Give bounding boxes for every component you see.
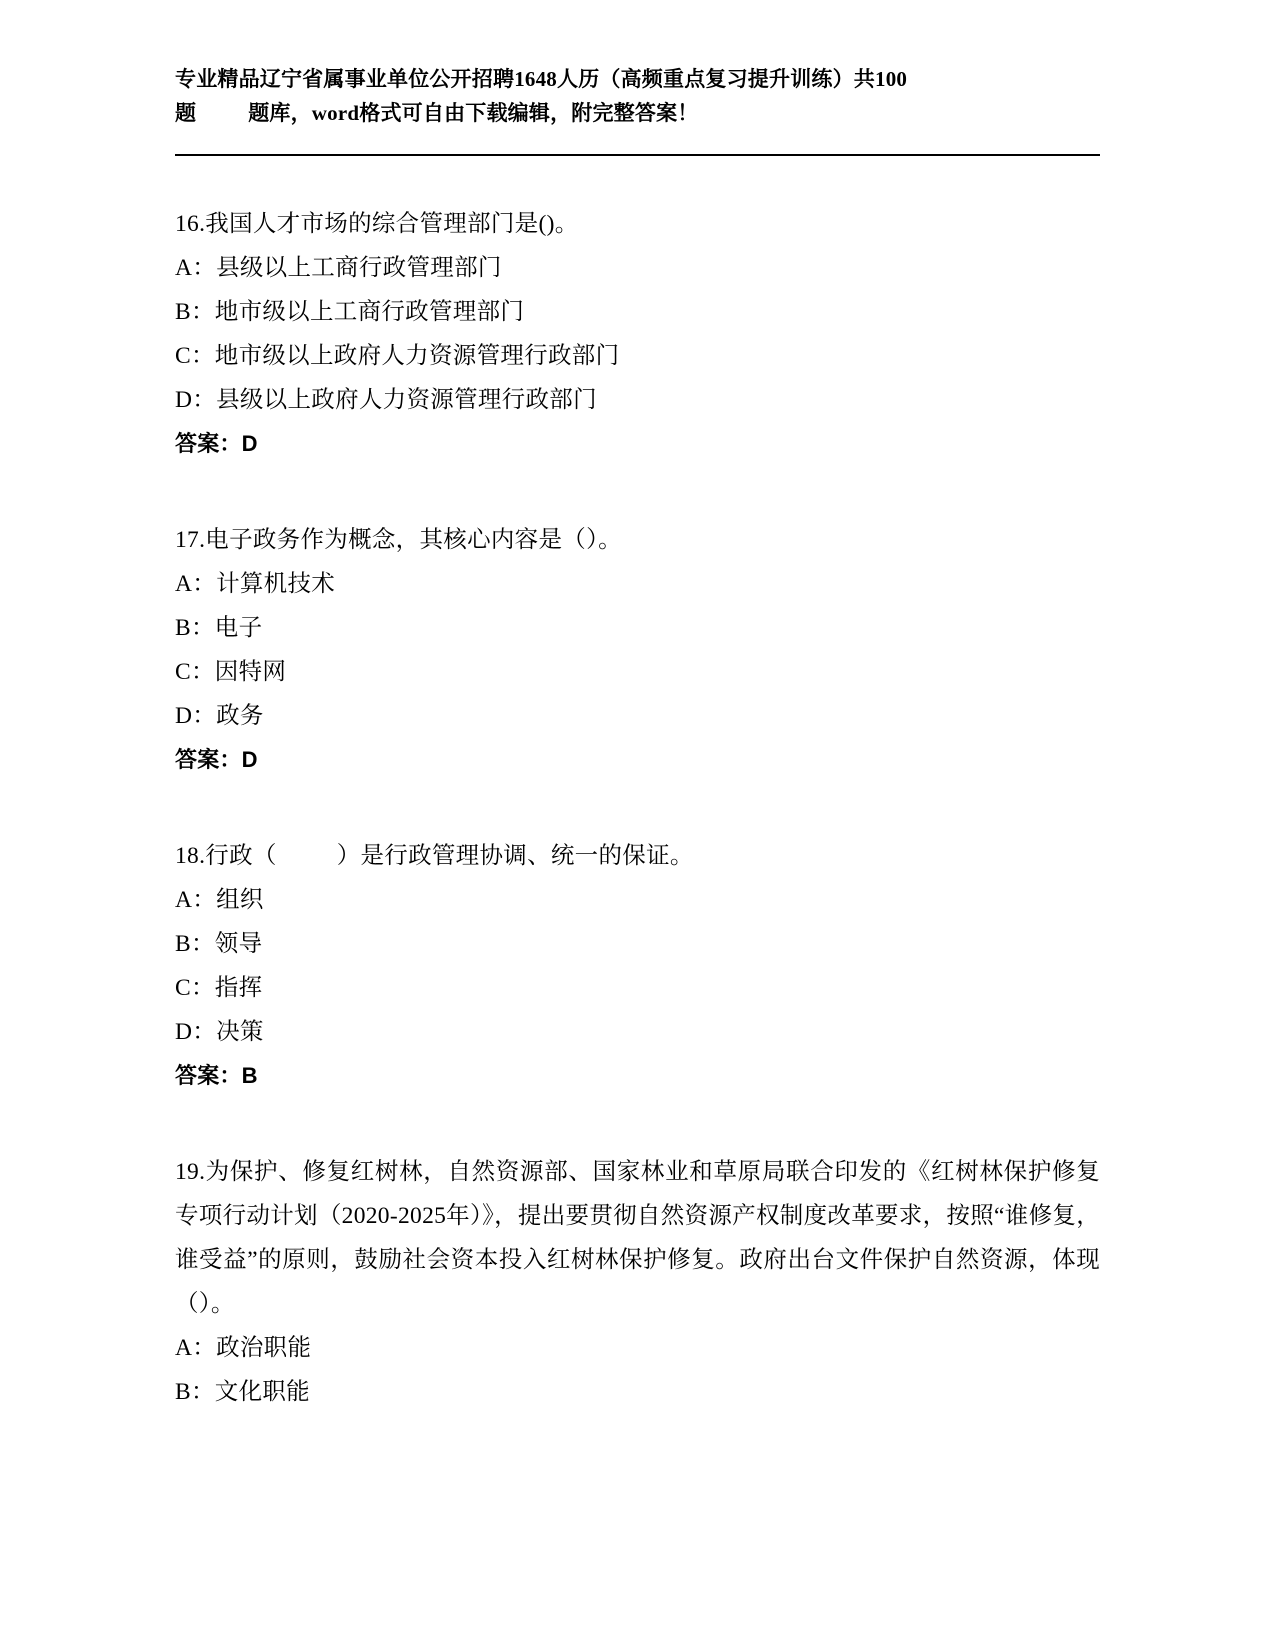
question-option: A：县级以上工商行政管理部门 [175,255,502,281]
document-content [175,62,1100,1466]
question-item [175,834,1100,1098]
question-text: 为保护、修复红树林，自然资源部、国家林业和草原局联合印发的《红树林保护修复专项行动计划（2020-2025年）》，提出要贯彻自然资源产权制度改革要求，按照“谁修复，谁受益”的原则，鼓励社会资本投入红树林保护修复。政府出台文件保护自然资源，体现（）。 [175,1159,1100,1317]
question-stem [175,518,1100,562]
header-line-1: 专业精品辽宁省属事业单位公开招聘1648人历（高频重点复习提升训练）共100 [175,67,908,91]
question-number: 18. [175,843,206,869]
question-option: C：指挥 [175,975,263,1001]
question-option: B：电子 [175,615,263,641]
answer-value: D [241,747,258,772]
question-answer [175,1054,1100,1098]
answer-label: 答案： [175,431,242,456]
question-stem [175,1150,1100,1326]
question-option: B：领导 [175,931,263,957]
question-number: 19. [175,1159,206,1185]
question-option: C：地市级以上政府人力资源管理行政部门 [175,343,620,369]
question-option: D：县级以上政府人力资源管理行政部门 [175,387,597,413]
question-text: 我国人才市场的综合管理部门是()。 [205,211,579,237]
header-line-2-part2: 题库，word格式可自由下载编辑，附完整答案！ [248,101,699,125]
question-text-before-blank: 行政（ [205,843,277,869]
question-answer [175,738,1100,782]
question-option: B：地市级以上工商行政管理部门 [175,299,525,325]
question-number: 17. [175,527,206,553]
question-text: 电子政务作为概念，其核心内容是（）。 [205,527,622,553]
question-item [175,518,1100,782]
question-text-after-blank: ）是行政管理协调、统一的保证。 [336,843,694,869]
question-option: B：文化职能 [175,1379,310,1405]
question-number: 16. [175,211,206,237]
question-option: D：政务 [175,703,264,729]
answer-label: 答案： [175,747,242,772]
document-header [175,62,1100,130]
header-line-2 [175,96,1100,130]
question-option: D：决策 [175,1019,264,1045]
answer-label: 答案： [175,1063,242,1088]
question-item [175,202,1100,466]
question-option: A：计算机技术 [175,571,336,597]
answer-value: B [241,1063,258,1088]
question-option: A：组织 [175,887,264,913]
question-list [175,202,1100,1414]
question-stem [175,202,1100,246]
answer-value: D [241,431,258,456]
header-divider [175,154,1100,156]
question-item [175,1150,1100,1414]
question-answer [175,422,1100,466]
header-line-2-part1: 题 [175,101,197,125]
question-stem [175,834,1100,878]
question-option: A：政治职能 [175,1335,312,1361]
question-option: C：因特网 [175,659,287,685]
